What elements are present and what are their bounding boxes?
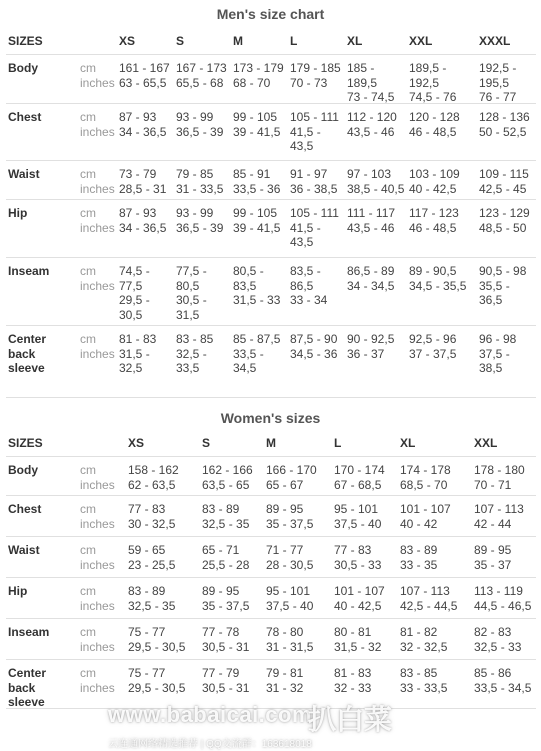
inches-value: 32 - 33 [334, 680, 372, 695]
inches-value: 63 - 65,5 [119, 75, 167, 90]
row-label: Waist [8, 543, 40, 557]
cm-value: 82 - 83 [474, 625, 512, 639]
size-cell [176, 264, 207, 322]
header-size-xxl: XXL [409, 34, 433, 48]
inches-value: 31,5 - 33 [233, 293, 281, 307]
cm-value: 85 - 87,5 [233, 332, 281, 346]
inches-value: 34,5 - 36 [290, 346, 338, 361]
row-label: Center back sleeve [8, 332, 47, 375]
cm-value: 93 - 99 [176, 110, 214, 124]
header-size-xs: XS [128, 436, 145, 450]
inches-value: 31 - 31,5 [266, 639, 314, 654]
size-cell [233, 332, 280, 376]
size-cell [334, 502, 381, 531]
unit-inches: inches [80, 477, 115, 492]
cm-value: 75 - 77 [128, 625, 166, 639]
inches-value: 33,5 - 34,5 [233, 346, 264, 375]
inches-value: 38,5 - 40,5 [347, 181, 405, 196]
inches-value: 62 - 63,5 [128, 477, 176, 492]
inches-value: 35 - 37,5 [266, 516, 314, 531]
watermark-brand: 扒白菜 [308, 704, 393, 735]
size-cell [474, 584, 531, 613]
row-label: Inseam [8, 625, 50, 639]
inches-value: 65 - 67 [266, 477, 304, 492]
inches-value: 34 - 36,5 [119, 220, 167, 235]
size-cell [176, 167, 223, 196]
cm-value: 96 - 98 [479, 332, 517, 346]
cm-value: 80 - 81 [334, 625, 372, 639]
inches-value: 31 - 33,5 [176, 181, 224, 196]
cm-value: 120 - 128 [409, 110, 460, 124]
inches-value: 32,5 - 33 [474, 639, 522, 654]
inches-value: 44,5 - 46,5 [474, 598, 532, 613]
inches-value: 34 - 36,5 [119, 124, 167, 139]
cm-value: 170 - 174 [334, 463, 385, 477]
unit-cm: cm [80, 61, 96, 75]
header-size-l: L [290, 34, 298, 48]
row-label: Chest [8, 110, 42, 124]
cm-value: 79 - 85 [176, 167, 214, 181]
cm-value: 83 - 89 [400, 543, 438, 557]
inches-value: 36,5 - 39 [176, 124, 224, 139]
size-cell [233, 61, 284, 90]
cm-value: 105 - 111 [290, 110, 339, 124]
inches-value: 32 - 32,5 [400, 639, 448, 654]
inches-value: 67 - 68,5 [334, 477, 382, 492]
size-cell [409, 61, 456, 105]
cm-value: 71 - 77 [266, 543, 304, 557]
size-cell [409, 206, 459, 235]
inches-value: 46 - 48,5 [409, 220, 457, 235]
inches-value: 63,5 - 65 [202, 477, 250, 492]
inches-value: 42,5 - 45 [479, 181, 527, 196]
table-row [6, 200, 536, 258]
table-row [6, 161, 536, 200]
inches-value: 43,5 - 46 [347, 220, 395, 235]
table-row [6, 326, 536, 398]
inches-value: 40 - 42,5 [334, 598, 382, 613]
size-cell [202, 625, 249, 654]
inches-value: 76 - 77 [479, 90, 517, 104]
cm-value: 99 - 105 [233, 110, 278, 124]
inches-value: 34,5 - 35,5 [409, 278, 467, 293]
cm-value: 178 - 180 [474, 463, 525, 477]
inches-value: 30,5 - 31 [202, 680, 250, 695]
cm-value: 87,5 - 90 [290, 332, 338, 346]
header-size-xs: XS [119, 34, 136, 48]
inches-value: 31,5 - 32,5 [119, 346, 150, 375]
table-row [6, 496, 536, 537]
cm-value: 79 - 81 [266, 666, 304, 680]
table-header [6, 28, 536, 55]
size-cell [202, 502, 249, 531]
size-cell [409, 167, 460, 196]
inches-value: 42 - 44 [474, 516, 512, 531]
size-cell [119, 206, 166, 235]
size-cell [347, 167, 404, 196]
table-row [6, 578, 536, 619]
table-row [6, 258, 536, 326]
row-label: Inseam [8, 264, 50, 278]
cm-value: 83,5 - 86,5 [290, 264, 321, 293]
inches-value: 32,5 - 35 [128, 598, 176, 613]
table-header [6, 430, 536, 457]
inches-value: 39 - 41,5 [233, 124, 281, 139]
cm-value: 128 - 136 [479, 110, 530, 124]
cm-value: 65 - 71 [202, 543, 240, 557]
unit-inches: inches [80, 516, 115, 531]
cm-value: 99 - 105 [233, 206, 278, 220]
size-cell [290, 110, 339, 154]
inches-value: 36 - 38,5 [290, 181, 338, 196]
cm-value: 166 - 170 [266, 463, 317, 477]
table-row [6, 104, 536, 161]
cm-value: 173 - 179 [233, 61, 284, 75]
size-cell [266, 584, 313, 613]
size-cell [119, 264, 150, 322]
unit-cm: cm [80, 502, 96, 516]
size-cell [409, 110, 460, 139]
inches-value: 28 - 30,5 [266, 557, 314, 572]
cm-value: 107 - 113 [400, 584, 450, 598]
cm-value: 87 - 93 [119, 206, 157, 220]
size-cell [334, 584, 385, 613]
size-cell [202, 584, 249, 613]
size-cell [400, 625, 447, 654]
unit-inches: inches [80, 557, 115, 572]
size-cell [474, 502, 524, 531]
inches-value: 33,5 - 34,5 [474, 680, 532, 695]
unit-cm: cm [80, 110, 96, 124]
size-cell [176, 61, 227, 90]
inches-value: 33 - 35 [400, 557, 438, 572]
table-row [6, 619, 536, 660]
cm-value: 89 - 95 [474, 543, 512, 557]
size-cell [347, 61, 394, 105]
inches-value: 33 - 34 [290, 293, 328, 307]
size-cell [128, 625, 185, 654]
size-cell [409, 332, 456, 361]
inches-value: 70 - 71 [474, 477, 512, 492]
cm-value: 103 - 109 [409, 167, 460, 181]
size-cell [409, 264, 466, 293]
size-cell [266, 625, 313, 654]
cm-value: 89 - 90,5 [409, 264, 457, 278]
header-sizes: SIZES [8, 436, 43, 450]
inches-value: 30,5 - 31 [202, 639, 250, 654]
unit-cm: cm [80, 584, 96, 598]
cm-value: 95 - 101 [334, 502, 379, 516]
size-cell [347, 110, 397, 139]
cm-value: 81 - 83 [119, 332, 157, 346]
cm-value: 78 - 80 [266, 625, 304, 639]
size-cell [266, 543, 313, 572]
cm-value: 90 - 92,5 [347, 332, 395, 346]
row-label: Waist [8, 167, 40, 181]
unit-cm: cm [80, 666, 96, 680]
cm-value: 123 - 129 [479, 206, 530, 220]
size-cell [347, 264, 394, 293]
unit-inches: inches [80, 181, 115, 196]
cm-value: 113 - 119 [474, 584, 523, 598]
size-cell [290, 61, 341, 90]
header-size-s: S [202, 436, 211, 450]
size-cell [119, 110, 166, 139]
size-cell [119, 332, 156, 376]
cm-value: 83 - 85 [176, 332, 214, 346]
inches-value: 29,5 - 30,5 [128, 680, 186, 695]
cm-value: 90,5 - 98 [479, 264, 527, 278]
inches-value: 39 - 41,5 [233, 220, 281, 235]
size-cell [400, 463, 451, 492]
header-sizes: SIZES [8, 34, 43, 48]
cm-value: 158 - 162 [128, 463, 179, 477]
unit-cm: cm [80, 264, 96, 278]
unit-inches: inches [80, 680, 115, 695]
inches-value: 25,5 - 28 [202, 557, 250, 572]
womens-title: Women's sizes [220, 410, 321, 426]
cm-value: 89 - 95 [202, 584, 240, 598]
header-size-xl: XL [347, 34, 363, 48]
inches-value: 74,5 - 76 [409, 90, 457, 104]
inches-value: 40 - 42 [400, 516, 438, 531]
unit-cm: cm [80, 167, 96, 181]
inches-value: 35 - 37,5 [202, 598, 250, 613]
size-cell [479, 61, 516, 105]
watermark-site: www.babaicai.com [108, 702, 313, 727]
size-cell [176, 332, 213, 376]
cm-value: 185 - 189,5 [347, 61, 378, 90]
size-cell [233, 264, 280, 308]
inches-value: 50 - 52,5 [479, 124, 527, 139]
size-cell [128, 463, 179, 492]
inches-value: 36 - 37 [347, 346, 385, 361]
size-cell [334, 625, 381, 654]
cm-value: 77 - 79 [202, 666, 240, 680]
cm-value: 77 - 78 [202, 625, 240, 639]
cm-value: 189,5 - 192,5 [409, 61, 447, 90]
size-cell [479, 206, 530, 235]
size-cell [474, 625, 521, 654]
inches-value: 33 - 33,5 [400, 680, 448, 695]
unit-cm: cm [80, 206, 96, 220]
size-cell [233, 206, 280, 235]
size-cell [400, 543, 437, 572]
size-cell [266, 502, 313, 531]
size-cell [334, 543, 381, 572]
size-cell [479, 332, 536, 376]
header-size-m: M [233, 34, 243, 48]
size-cell [400, 502, 451, 531]
inches-value: 37 - 37,5 [409, 346, 457, 361]
size-cell [479, 264, 536, 308]
inches-value: 70 - 73 [290, 75, 328, 90]
cm-value: 109 - 115 [479, 167, 529, 181]
size-cell [233, 167, 280, 196]
cm-value: 192,5 - 195,5 [479, 61, 517, 90]
inches-value: 32,5 - 33,5 [176, 346, 207, 375]
cm-value: 59 - 65 [128, 543, 166, 557]
inches-value: 68 - 70 [233, 75, 271, 90]
watermark [0, 690, 541, 751]
unit-inches: inches [80, 220, 115, 235]
size-cell [400, 584, 457, 613]
inches-value: 37,5 - 38,5 [479, 346, 510, 375]
mens-title: Men's size chart [216, 6, 325, 22]
size-cell [176, 206, 223, 235]
header-size-xl: XL [400, 436, 416, 450]
header-size-s: S [176, 34, 185, 48]
unit-inches: inches [80, 346, 115, 361]
unit-inches: inches [80, 278, 115, 293]
header-size-xxxl: XXXL [479, 34, 511, 48]
row-label: Body [8, 61, 38, 75]
inches-value: 37,5 - 40 [266, 598, 314, 613]
inches-value: 65,5 - 68 [176, 75, 224, 90]
cm-value: 167 - 173 [176, 61, 227, 75]
inches-value: 29,5 - 30,5 [128, 639, 186, 654]
size-cell [176, 110, 223, 139]
cm-value: 92,5 - 96 [409, 332, 457, 346]
inches-value: 35 - 37 [474, 557, 512, 572]
unit-inches: inches [80, 598, 115, 613]
cm-value: 101 - 107 [334, 584, 385, 598]
cm-value: 91 - 97 [290, 167, 328, 181]
cm-value: 161 - 167 [119, 61, 170, 75]
inches-value: 23 - 25,5 [128, 557, 176, 572]
cm-value: 112 - 120 [347, 110, 397, 124]
cm-value: 89 - 95 [266, 502, 304, 516]
header-size-l: L [334, 436, 342, 450]
cm-value: 107 - 113 [474, 502, 524, 516]
unit-inches: inches [80, 639, 115, 654]
inches-value: 28,5 - 31 [119, 181, 167, 196]
unit-cm: cm [80, 463, 96, 477]
row-label: Hip [8, 206, 28, 220]
row-label: Center back sleeve [8, 666, 47, 709]
cm-value: 111 - 117 [347, 206, 396, 220]
size-cell [474, 463, 525, 492]
size-cell [290, 264, 327, 308]
inches-value: 33,5 - 36 [233, 181, 281, 196]
table-row [6, 55, 536, 104]
inches-value: 40 - 42,5 [409, 181, 457, 196]
inches-value: 68,5 - 70 [400, 477, 448, 492]
table-row [6, 537, 536, 578]
inches-value: 35,5 - 36,5 [479, 278, 510, 307]
cm-value: 77 - 83 [128, 502, 166, 516]
cm-value: 86,5 - 89 [347, 264, 395, 278]
header-size-xxl: XXL [474, 436, 498, 450]
inches-value: 41,5 - 43,5 [290, 220, 321, 249]
size-cell [202, 463, 253, 492]
cm-value: 73 - 79 [119, 167, 157, 181]
inches-value: 41,5 - 43,5 [290, 124, 321, 153]
unit-cm: cm [80, 332, 96, 346]
cm-value: 105 - 111 [290, 206, 339, 220]
inches-value: 73 - 74,5 [347, 90, 395, 104]
size-cell [128, 502, 175, 531]
watermark-sub: 云连通网络精选推荐 | QQ交流群：163618018 [108, 739, 312, 750]
inches-value: 36,5 - 39 [176, 220, 224, 235]
cm-value: 93 - 99 [176, 206, 214, 220]
inches-value: 34 - 34,5 [347, 278, 395, 293]
inches-value: 42,5 - 44,5 [400, 598, 458, 613]
cm-value: 174 - 178 [400, 463, 451, 477]
size-cell [290, 332, 337, 361]
size-cell [474, 543, 511, 572]
size-cell [479, 110, 530, 139]
size-cell [266, 463, 317, 492]
inches-value: 46 - 48,5 [409, 124, 457, 139]
inches-value: 32,5 - 35 [202, 516, 250, 531]
cm-value: 97 - 103 [347, 167, 392, 181]
size-cell [233, 110, 280, 139]
header-size-m: M [266, 436, 276, 450]
unit-inches: inches [80, 75, 115, 90]
inches-value: 43,5 - 46 [347, 124, 395, 139]
inches-value: 29,5 - 30,5 [119, 293, 150, 322]
inches-value: 31 - 32 [266, 680, 304, 695]
cm-value: 162 - 166 [202, 463, 253, 477]
row-label: Body [8, 463, 38, 477]
inches-value: 31,5 - 32 [334, 639, 382, 654]
cm-value: 83 - 85 [400, 666, 438, 680]
cm-value: 85 - 86 [474, 666, 512, 680]
cm-value: 77,5 - 80,5 [176, 264, 207, 293]
unit-cm: cm [80, 625, 96, 639]
cm-value: 179 - 185 [290, 61, 341, 75]
size-cell [119, 167, 166, 196]
table-row [6, 457, 536, 496]
cm-value: 85 - 91 [233, 167, 271, 181]
row-label: Hip [8, 584, 28, 598]
cm-value: 101 - 107 [400, 502, 451, 516]
inches-value: 37,5 - 40 [334, 516, 382, 531]
size-cell [347, 332, 394, 361]
inches-value: 30,5 - 33 [334, 557, 382, 572]
size-cell [128, 584, 175, 613]
cm-value: 87 - 93 [119, 110, 157, 124]
size-cell [334, 463, 385, 492]
size-cell [119, 61, 170, 90]
size-cell [347, 206, 395, 235]
size-cell [290, 206, 339, 250]
size-cell [479, 167, 529, 196]
inches-value: 30 - 32,5 [128, 516, 176, 531]
cm-value: 83 - 89 [128, 584, 166, 598]
cm-value: 81 - 83 [334, 666, 372, 680]
cm-value: 75 - 77 [128, 666, 166, 680]
inches-value: 30,5 - 31,5 [176, 293, 207, 322]
size-cell [202, 543, 249, 572]
cm-value: 81 - 82 [400, 625, 438, 639]
cm-value: 117 - 123 [409, 206, 459, 220]
cm-value: 77 - 83 [334, 543, 372, 557]
cm-value: 74,5 - 77,5 [119, 264, 150, 293]
size-cell [128, 543, 175, 572]
size-cell [290, 167, 337, 196]
cm-value: 83 - 89 [202, 502, 240, 516]
unit-cm: cm [80, 543, 96, 557]
cm-value: 95 - 101 [266, 584, 311, 598]
inches-value: 48,5 - 50 [479, 220, 527, 235]
row-label: Chest [8, 502, 42, 516]
cm-value: 80,5 - 83,5 [233, 264, 264, 293]
unit-inches: inches [80, 124, 115, 139]
